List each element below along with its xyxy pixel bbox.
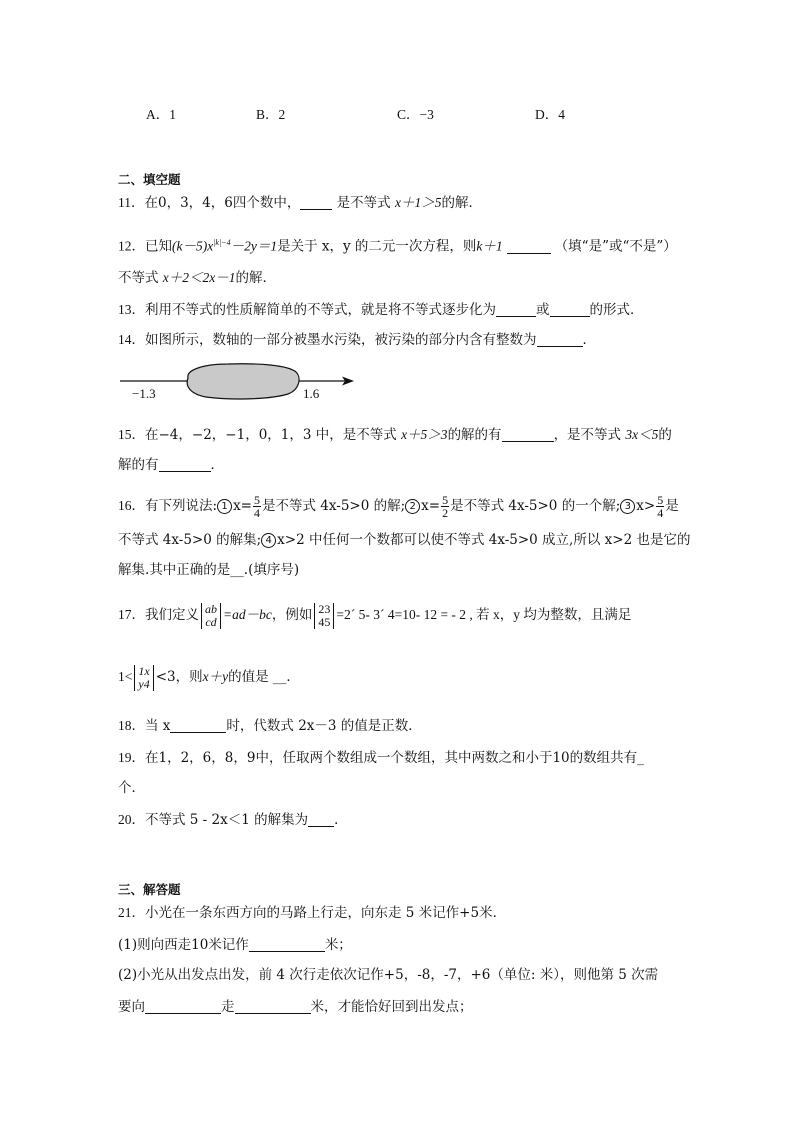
fraction-denominator: 4: [657, 506, 664, 520]
question-12: [118, 233, 677, 257]
fraction-numerator: 5: [442, 493, 449, 507]
section-title-fill-in: 二、填空题: [118, 172, 181, 187]
question-text: 的解．: [441, 195, 482, 211]
math-expression: x＋5＞3: [401, 427, 448, 442]
question-text: 利用不等式的性质解简单的不等式，就是将不等式逐步化为: [145, 302, 496, 318]
question-text: 在−4，−2，−1，0，1，3 中，是不等式: [145, 427, 402, 443]
question-text: 已知: [145, 238, 172, 255]
question-number: 14．: [118, 332, 145, 347]
option-b: B．2: [256, 107, 286, 122]
question-text: 不等式: [118, 270, 163, 286]
answer-blank[interactable]: [249, 937, 325, 952]
option-c: C．−3: [397, 107, 434, 122]
determinant-row: cd: [205, 614, 217, 629]
fraction: [441, 494, 449, 519]
circled-number: 4: [261, 533, 276, 548]
question-text: 解的有: [118, 457, 159, 473]
question-text: 有下列说法:: [145, 498, 218, 514]
question-19-line-2: 个．: [118, 780, 145, 796]
answer-blank[interactable]: [145, 999, 221, 1014]
math-exponent: |k|−4: [213, 238, 231, 247]
determinant-row: y4: [138, 676, 150, 691]
question-15-line-2: [118, 455, 224, 475]
circled-number: 3: [620, 499, 635, 514]
question-text: 米；: [324, 937, 352, 953]
question-text: 在0，3，4，6四个数中，: [144, 195, 301, 211]
determinant-row: 23: [318, 601, 331, 616]
question-text: =2´ 5- 3´ 4=10- 12 = - 2 , 若 x，y 均为整数，且满足: [336, 607, 632, 622]
question-text: 是不等式 4x-5>0 的解;: [262, 498, 406, 514]
determinant-row: 1x: [138, 663, 150, 678]
question-14: [118, 330, 596, 350]
question-number: 21．: [118, 905, 145, 920]
math-expression: x＋1＞5: [394, 195, 442, 210]
question-11: [118, 193, 482, 213]
math-expression: 3x＜5: [625, 427, 659, 442]
math-expression: x＋y: [202, 669, 229, 684]
question-number: 19．: [118, 750, 145, 765]
question-19: [118, 748, 644, 768]
section-title-solve: 三、解答题: [118, 882, 181, 897]
number-line-label-right: 1.6: [303, 386, 320, 401]
determinant-row: ab: [205, 601, 217, 616]
math-expression: (k－5)x: [172, 238, 214, 254]
fraction-numerator: 5: [657, 493, 664, 507]
question-text: 1<: [118, 669, 133, 684]
question-text: 米，才能恰好回到出发点；: [310, 999, 473, 1015]
math-expression: =ad－bc: [223, 607, 272, 622]
ink-blot-shape: [187, 364, 299, 399]
option-a: A．1: [146, 107, 176, 122]
question-number: 13．: [118, 302, 145, 317]
question-text: <3，则: [155, 669, 203, 685]
option-d: D．4: [535, 107, 565, 122]
question-text: x=: [421, 498, 441, 514]
question-text: x=: [233, 498, 252, 514]
question-number: 20．: [118, 812, 145, 827]
question-21: [118, 903, 506, 923]
question-text: 的值是 __．: [228, 669, 300, 685]
fraction-numerator: 5: [254, 493, 260, 507]
question-text: 是关于 x，y 的二元一次方程，则: [277, 238, 477, 255]
question-12-line-2: [118, 268, 276, 288]
answer-blank[interactable]: [170, 718, 226, 733]
question-number: 17．: [118, 607, 145, 622]
question-text: ．: [334, 812, 348, 828]
fraction-denominator: 2: [442, 506, 449, 520]
question-16-line-2: [118, 530, 690, 550]
question-text: ，是不等式: [553, 427, 626, 443]
question-21-part-2: (2)小光从出发点出发，前 4 次行走依次记作+5，-8，-7，+6（单位: 米），则他第 5 次需: [118, 967, 659, 983]
answer-blank[interactable]: [496, 302, 536, 317]
math-expression: k＋1: [476, 238, 503, 254]
question-text: ，例如: [271, 607, 313, 623]
answer-blank[interactable]: [502, 427, 554, 442]
question-16: [118, 492, 679, 520]
number-line-label-left: −1.3: [132, 386, 156, 401]
question-text: 的解．: [235, 270, 277, 286]
question-21-part-2-line-2: [118, 997, 473, 1017]
determinant: [201, 603, 221, 629]
answer-blank[interactable]: [235, 999, 311, 1014]
question-text: 是不等式: [332, 195, 395, 211]
question-text: 的形式．: [589, 302, 644, 318]
question-text: 或: [536, 302, 550, 318]
question-text: 不等式 4x-5>0 的解集;: [118, 532, 262, 548]
question-13: [118, 300, 644, 320]
fraction: [656, 494, 664, 519]
determinant: [314, 603, 334, 629]
question-text: 是: [665, 498, 679, 514]
question-text: 在1，2，6，8，9中，任取两个数组成一个数组，其中两数之和小于10的数组共有_: [145, 750, 644, 766]
question-number: 18．: [118, 718, 145, 733]
question-text: 要向: [118, 999, 145, 1015]
question-text: ．: [582, 332, 596, 348]
question-18: [118, 716, 422, 736]
question-text: （填“是”或“不是”）: [554, 238, 677, 255]
circled-number: 1: [217, 499, 232, 514]
question-text: x>2 中任何一个数都可以使不等式 4x-5>0 成立,所以 x>2 也是它的: [277, 532, 691, 548]
question-text: ．: [210, 457, 224, 473]
fraction: [253, 494, 261, 519]
question-text: 的: [658, 427, 672, 443]
question-text: 不等式 5 - 2x＜1 的解集为: [145, 812, 309, 828]
question-number: 16．: [118, 498, 145, 513]
answer-blank[interactable]: [159, 457, 211, 472]
question-text: x>: [636, 498, 656, 514]
question-text: 时，代数式 2x－3 的值是正数．: [226, 718, 422, 734]
question-text: 我们定义: [145, 607, 199, 623]
answer-blank[interactable]: [550, 302, 590, 317]
math-expression: x＋2＜2x－1: [162, 270, 236, 285]
answer-blank[interactable]: [507, 239, 551, 254]
question-number: 12．: [118, 238, 145, 254]
fraction-denominator: 4: [254, 506, 260, 520]
number-line-figure: [118, 360, 368, 406]
question-21-part-1: [118, 935, 352, 955]
circled-number: 2: [405, 499, 420, 514]
question-17-line-2: [118, 660, 300, 694]
determinant: [134, 665, 153, 691]
question-text: 当 x: [145, 718, 171, 734]
question-number: 11．: [118, 195, 145, 210]
question-20: [118, 810, 348, 830]
question-text: (1)则向西走10米记作: [118, 937, 249, 953]
question-text: 是不等式 4x-5>0 的一个解;: [450, 498, 621, 514]
answer-blank[interactable]: [300, 195, 332, 210]
answer-blank[interactable]: [537, 332, 583, 347]
answer-blank[interactable]: [308, 812, 334, 827]
question-text: 如图所示，数轴的一部分被墨水污染，被污染的部分内含有整数为: [145, 332, 537, 348]
determinant-row: 45: [318, 614, 331, 629]
question-16-line-3: 解集.其中正确的是__.(填序号): [118, 562, 300, 578]
question-15: [118, 425, 672, 445]
question-number: 15．: [118, 427, 145, 442]
question-text: 小光在一条东西方向的马路上行走，向东走 5 米记作+5米．: [145, 905, 507, 921]
question-17: [118, 598, 631, 632]
question-text: 的解的有: [447, 427, 502, 443]
math-expression: －2y＝1: [230, 238, 278, 254]
question-text: 走: [221, 999, 235, 1015]
